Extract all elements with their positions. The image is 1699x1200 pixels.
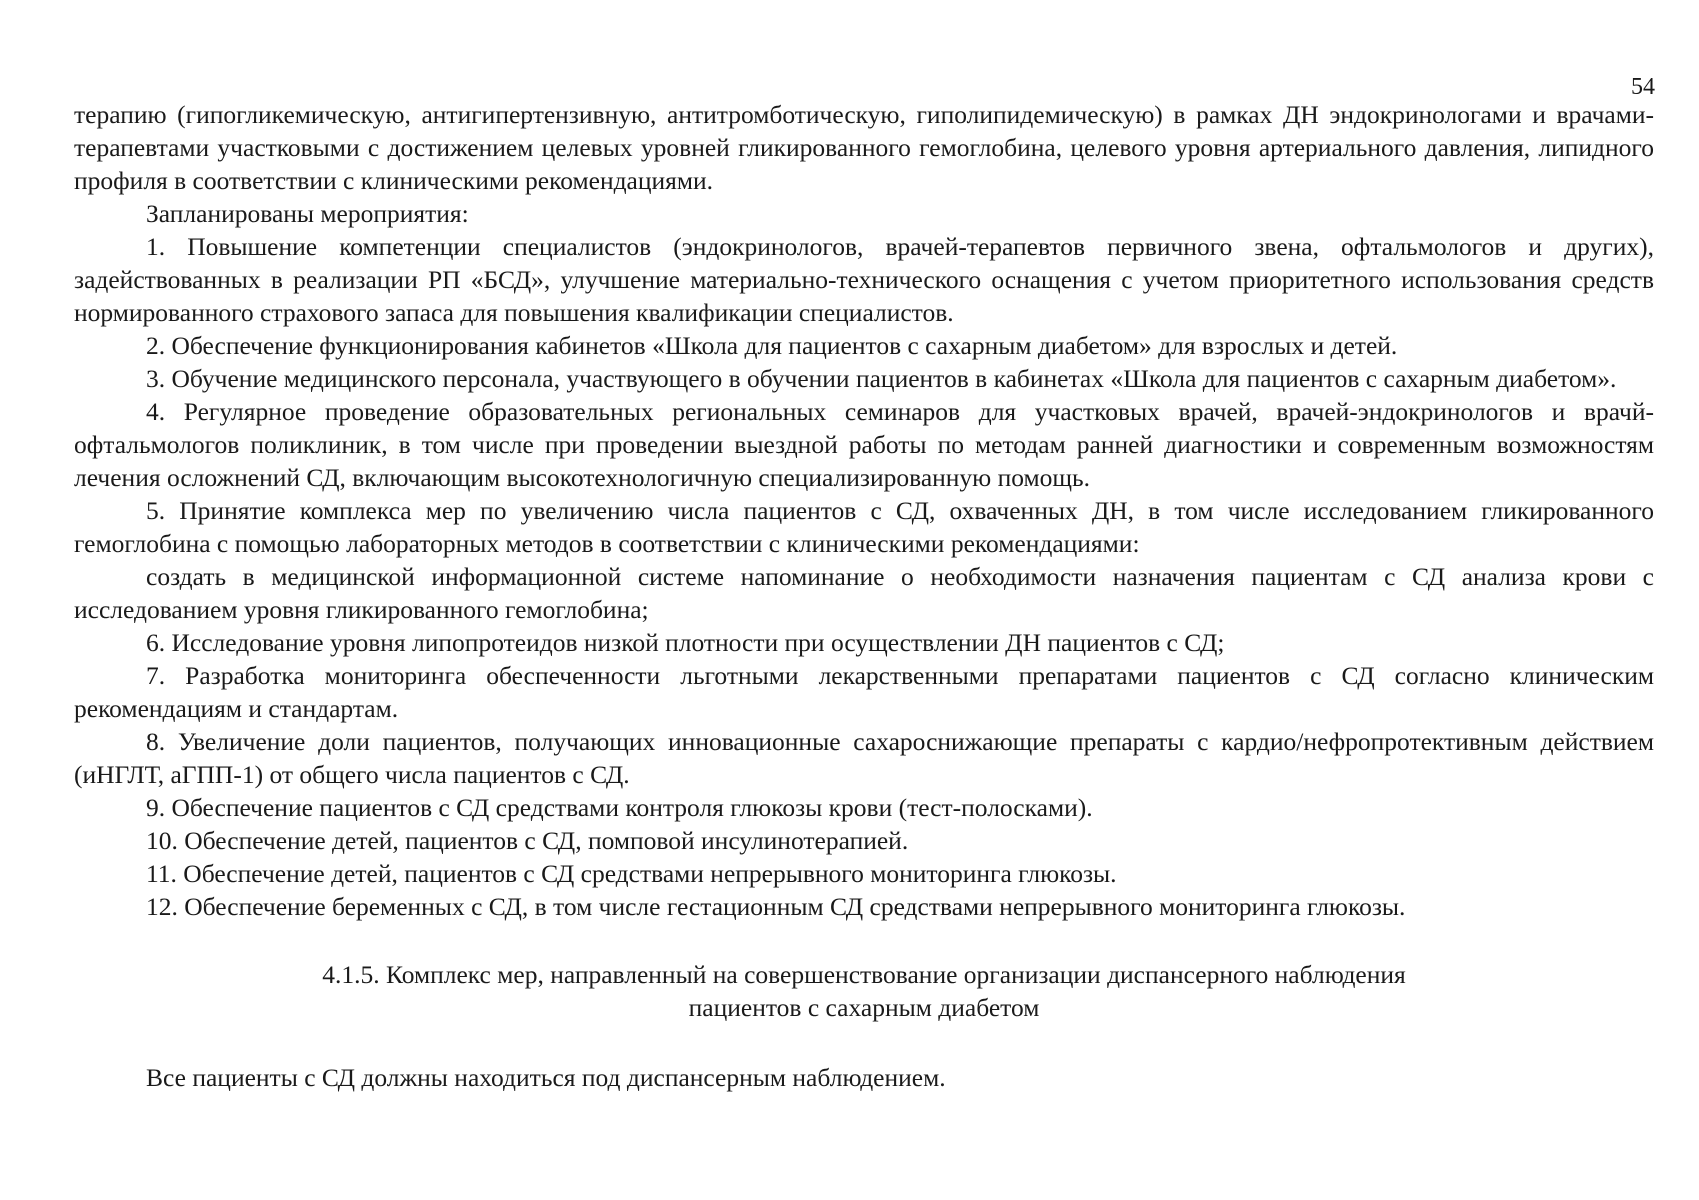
list-item-11: 11. Обеспечение детей, пациентов с СД средствами непрерывного мониторинга глюкозы.	[146, 859, 1117, 888]
list-item-7: 7. Разработка мониторинга обеспеченности льготными лекарственными препаратами пациентов с СД согласно клиническим рекомендациям и стандартам.	[74, 661, 1654, 723]
list-item-5-subitem: создать в медицинской информационной системе напоминание о необходимости назначения пациентам с СД анализа крови с исследованием уровня гликированного гемоглобина;	[74, 562, 1654, 624]
document-body	[74, 98, 1654, 1094]
page-number: 54	[1631, 74, 1655, 100]
list-item-1: 1. Повышение компетенции специалистов (эндокринологов, врачей-терапевтов первичного звена, офтальмологов и других), задействованных в реализации РП «БСД», улучшение материально-технического оснащения с учетом приоритетного использования средств нормированного страхового запаса для повышения квалификации специалистов.	[74, 232, 1654, 327]
list-item-3: 3. Обучение медицинского персонала, участвующего в обучении пациентов в кабинетах «Школа для пациентов с сахарным диабетом».	[146, 364, 1617, 393]
list-item-9: 9. Обеспечение пациентов с СД средствами контроля глюкозы крови (тест-полосками).	[146, 793, 1093, 822]
list-item-4: 4. Регулярное проведение образовательных региональных семинаров для участковых врачей, врачей-эндокринологов и врачй-офтальмологов поликлиник, в том числе при проведении выездной работы по методам ранней диагностики и современным возможностям лечения осложнений СД, включающим высокотехнологичную специализированную помощь.	[74, 397, 1654, 492]
paragraph-planned-measures-intro: Запланированы мероприятия:	[146, 199, 469, 228]
section-heading	[74, 958, 1654, 1024]
list-item-8: 8. Увеличение доли пациентов, получающих инновационные сахароснижающие препараты с кардио/нефропротективным действием (иНГЛТ, аГПП-1) от общего числа пациентов с СД.	[74, 727, 1654, 789]
list-item-2: 2. Обеспечение функционирования кабинетов «Школа для пациентов с сахарным диабетом» для взрослых и детей.	[146, 331, 1398, 360]
list-item-10: 10. Обеспечение детей, пациентов с СД, помповой инсулинотерапией.	[146, 826, 909, 855]
section-heading-line-1: 4.1.5. Комплекс мер, направленный на совершенствование организации диспансерного наблюдения	[322, 960, 1406, 989]
list-item-5: 5. Принятие комплекса мер по увеличению числа пациентов с СД, охваченных ДН, в том числе исследованием гликированного гемоглобина с помощью лабораторных методов в соответствии с клиническими рекомендациями:	[74, 496, 1654, 558]
section-heading-line-2: пациентов с сахарным диабетом	[688, 993, 1040, 1022]
list-item-6: 6. Исследование уровня липопротеидов низкой плотности при осуществлении ДН пациентов с СД;	[146, 628, 1225, 657]
paragraph-closing: Все пациенты с СД должны находиться под диспансерным наблюдением.	[146, 1063, 946, 1092]
list-item-12: 12. Обеспечение беременных с СД, в том числе гестационным СД средствами непрерывного мониторинга глюкозы.	[146, 892, 1406, 921]
paragraph-therapy-continuation: терапию (гипогликемическую, антигипертензивную, антитромботическую, гиполипидемическую) в рамках ДН эндокринологами и врачами-терапевтами участковыми с достижением целевых уровней гликированного гемоглобина, целевого уровня артериального давления, липидного профиля в соответствии с клиническими рекомендациями.	[74, 100, 1654, 195]
